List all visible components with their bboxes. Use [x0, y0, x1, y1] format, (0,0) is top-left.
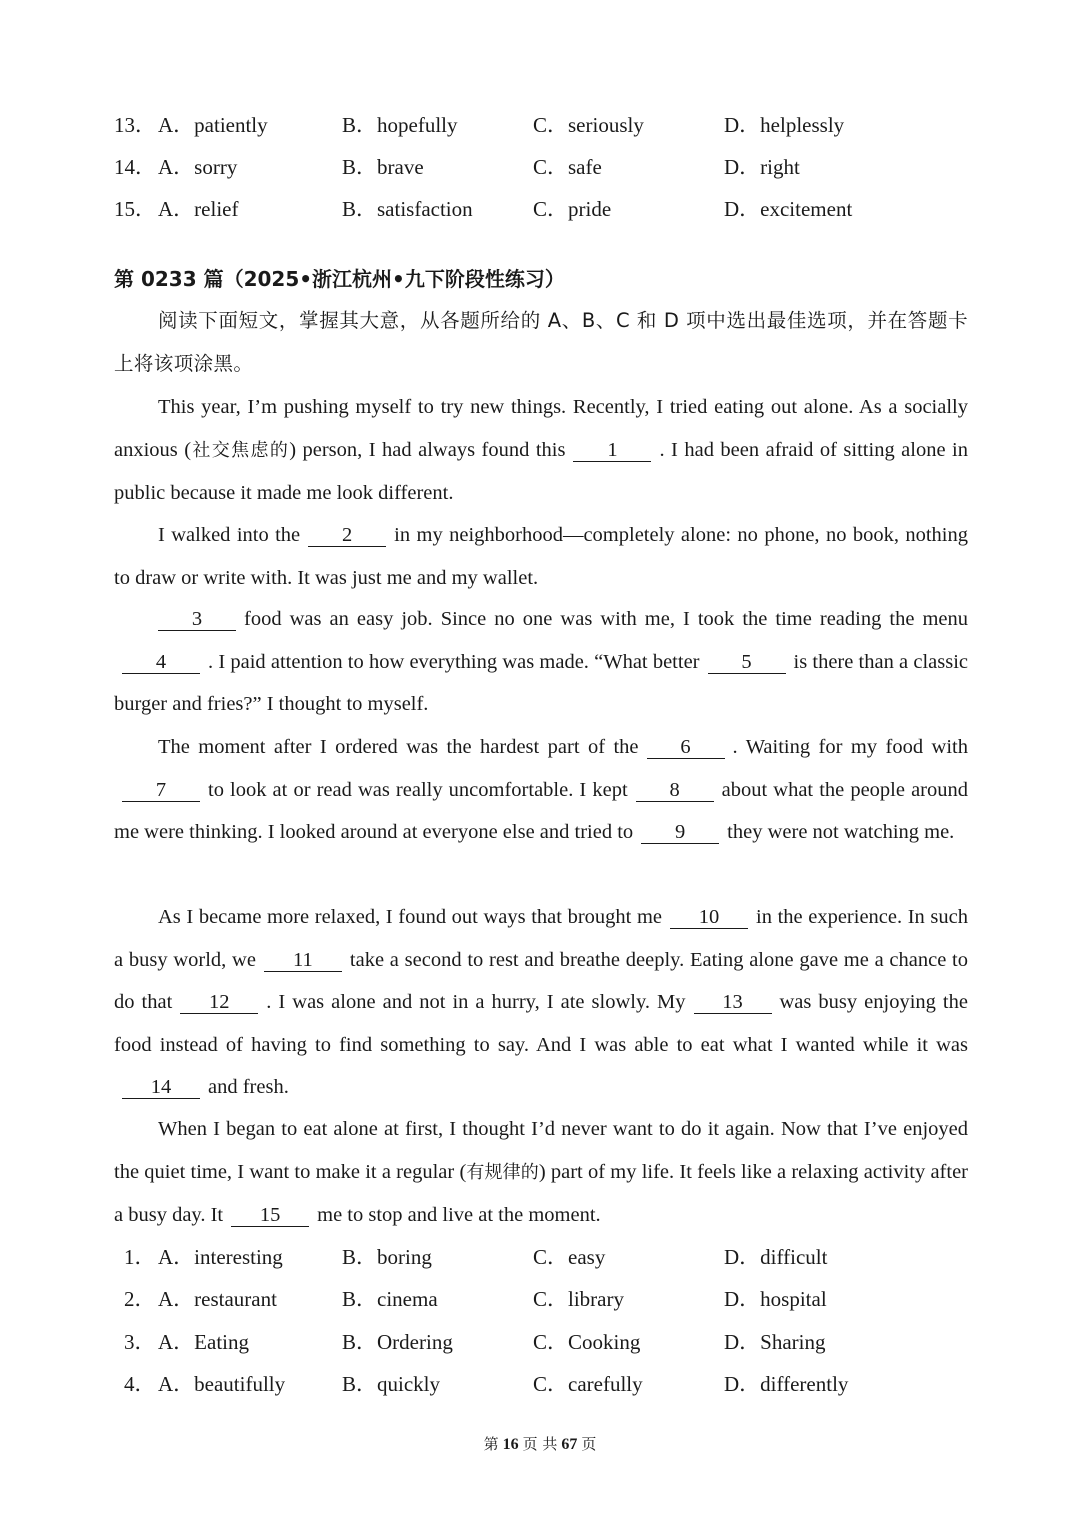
blank-11: 11 — [264, 949, 342, 972]
option-a: A．sorry — [158, 155, 238, 179]
option-b: B．cinema — [342, 1287, 438, 1311]
option-c: C．Cooking — [533, 1330, 641, 1354]
option-d: D．helplessly — [724, 113, 845, 137]
option-d: D．difficult — [724, 1245, 828, 1269]
question-number: 14． — [114, 155, 156, 179]
passage-text: is there than a classic burger and fries?” I thought to myself. — [114, 650, 968, 715]
blank-10: 10 — [670, 906, 748, 929]
option-c: C．library — [533, 1287, 624, 1311]
passage-text: . Waiting for my food with — [732, 736, 968, 758]
option-d: D．excitement — [724, 197, 853, 221]
option-d: D．hospital — [724, 1287, 827, 1311]
passage-text: . I was alone and not in a hurry, I ate slowly. My — [266, 991, 686, 1013]
section-title — [114, 263, 565, 295]
passage-text: me to stop and live at the moment. — [317, 1204, 601, 1226]
passage-paragraph-4 — [114, 726, 968, 854]
option-row — [0, 1327, 1080, 1357]
option-row — [0, 194, 1080, 224]
page-total: 67 — [561, 1436, 578, 1453]
option-a: A．Eating — [158, 1330, 249, 1354]
passage-text: and fresh. — [208, 1076, 289, 1098]
blank-1: 1 — [573, 439, 651, 462]
blank-9: 9 — [641, 821, 719, 844]
passage-paragraph-6 — [114, 1108, 968, 1237]
passage-paragraph-3 — [114, 598, 968, 726]
passage-text: . I had been afraid of sitting alone in public because it made me look different. — [114, 438, 968, 504]
option-b: B．brave — [342, 155, 424, 179]
blank-3: 3 — [158, 608, 236, 631]
option-b: B．hopefully — [342, 113, 458, 137]
passage-text: This year, I’m pushing myself to try new things. Recently, I tried eating out alone. As a socially anxious ( — [114, 396, 968, 461]
footer-prefix: 第 — [483, 1435, 499, 1453]
option-a: A．interesting — [158, 1245, 283, 1269]
blank-5: 5 — [708, 651, 786, 674]
option-d: D．Sharing — [724, 1330, 826, 1354]
option-row — [0, 1284, 1080, 1314]
question-number: 3． — [124, 1330, 156, 1354]
chinese-gloss: 有规律的 — [466, 1161, 539, 1183]
blank-8: 8 — [636, 779, 714, 802]
option-row — [0, 1369, 1080, 1399]
question-number: 2． — [124, 1287, 156, 1311]
option-c: C．safe — [533, 155, 602, 179]
section-title-text: 第 0233 篇（2025•浙江杭州•九下阶段性练习） — [114, 267, 565, 291]
passage-text: ) person, I had always found this — [289, 438, 566, 461]
option-b: B．satisfaction — [342, 197, 473, 221]
passage-text: ) part of my life. It feels like a relaxing activity after a busy day. It — [114, 1160, 969, 1226]
passage-text: in the experience. In such a busy world, we — [114, 906, 968, 971]
page-number: 16 — [502, 1436, 519, 1453]
question-number: 15． — [114, 197, 156, 221]
question-number: 4． — [124, 1372, 156, 1396]
option-d: D．right — [724, 155, 800, 179]
passage-text: was busy enjoying the food instead of having to find something to say. And I was able to eat what I wanted while it was — [114, 991, 968, 1056]
footer-suffix: 页 — [581, 1435, 597, 1453]
passage-text: food was an easy job. Since no one was with me, I took the time reading the menu — [244, 608, 968, 630]
passage-text: in my neighborhood—completely alone: no phone, no book, nothing to draw or write with. It was just me and my wallet. — [114, 524, 968, 589]
option-c: C．carefully — [533, 1372, 643, 1396]
option-a: A．relief — [158, 197, 239, 221]
passage-text: I walked into the — [158, 524, 301, 546]
option-b: B．Ordering — [342, 1330, 453, 1354]
blank-13: 13 — [694, 991, 772, 1014]
question-number: 1． — [124, 1245, 156, 1269]
passage-paragraph-1 — [114, 386, 968, 515]
chinese-gloss: 社交焦虑的 — [191, 439, 290, 461]
blank-14: 14 — [122, 1076, 200, 1099]
passage-text: When I began to eat alone at first, I thought I’d never want to do it again. Now that I’ve enjoyed the quiet time, I want to make it a regular ( — [114, 1118, 968, 1183]
page-footer — [0, 1432, 1080, 1457]
option-a: A．patiently — [158, 113, 268, 137]
option-row — [0, 110, 1080, 140]
option-c: C．easy — [533, 1245, 606, 1269]
option-row — [0, 152, 1080, 182]
option-a: A．beautifully — [158, 1372, 286, 1396]
blank-6: 6 — [647, 736, 725, 759]
blank-15: 15 — [231, 1204, 309, 1227]
instructions: 阅读下面短文，掌握其大意，从各题所给的 A、B、C 和 D 项中选出最佳选项，并在答题卡上将该项涂黑。 — [114, 309, 968, 375]
passage-text: they were not watching me. — [727, 821, 955, 843]
blank-2: 2 — [308, 524, 386, 547]
option-c: C．seriously — [533, 113, 644, 137]
passage-text: take a second to rest and breathe deeply. Eating alone gave me a chance to do that — [114, 948, 968, 1013]
option-row — [0, 1242, 1080, 1272]
option-d: D．differently — [724, 1372, 849, 1396]
passage-text: As I became more relaxed, I found out ways that brought me — [158, 906, 663, 928]
option-c: C．pride — [533, 197, 612, 221]
passage-text: to look at or read was really uncomfortable. I kept — [208, 778, 628, 801]
option-b: B．boring — [342, 1245, 432, 1269]
question-number: 13． — [114, 113, 156, 137]
passage-text: The moment after I ordered was the hardest part of the — [158, 736, 639, 758]
passage-text: . I paid attention to how everything was made. “What better — [208, 650, 700, 673]
passage-paragraph-5 — [114, 896, 968, 1109]
blank-7: 7 — [122, 779, 200, 802]
passage-text: about what the people around me were thinking. I looked around at everyone else and tried to — [114, 778, 968, 843]
option-b: B．quickly — [342, 1372, 440, 1396]
passage-paragraph-2 — [114, 514, 968, 599]
blank-4: 4 — [122, 651, 200, 674]
footer-mid: 页 共 — [522, 1435, 558, 1453]
option-a: A．restaurant — [158, 1287, 277, 1311]
blank-12: 12 — [180, 991, 258, 1014]
